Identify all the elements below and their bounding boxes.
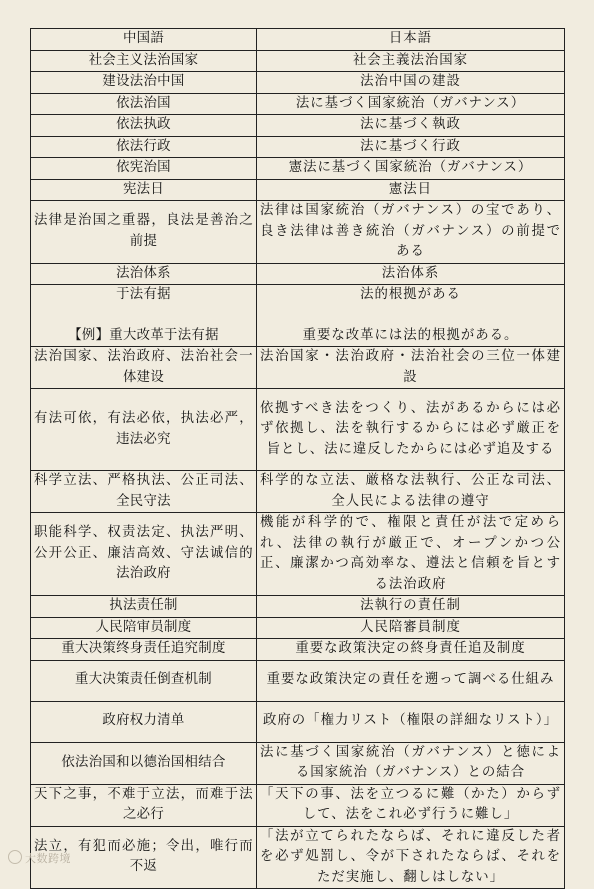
term-chinese: 建设法治中国 — [31, 72, 257, 94]
term-chinese: 法治国家、法治政府、法治社会一体建设 — [31, 347, 257, 389]
table-row — [31, 660, 565, 701]
term-chinese: 人民陪审员制度 — [31, 617, 257, 639]
term-chinese: 天下之事，不难于立法，而难于法之必行 — [31, 784, 257, 826]
term-chinese: 依法治国 — [31, 93, 257, 115]
term-japanese-with-example — [257, 285, 565, 347]
term-japanese: 重要な政策決定の責任を遡って調べる仕組み — [257, 660, 565, 701]
glossary-table — [30, 28, 565, 889]
term-chinese: 社会主义法治国家 — [31, 50, 257, 72]
table-row — [31, 784, 565, 826]
term-japanese: 「天下の事、法を立つるに難（かた）からずして、法をこれ必ず行うに難し」 — [257, 784, 565, 826]
term-japanese: 法執行の責任制 — [257, 596, 565, 618]
table-row — [31, 471, 565, 513]
table-row — [31, 742, 565, 784]
term-chinese: 依法治国和以德治国相结合 — [31, 742, 257, 784]
term-japanese: 重要な政策決定の終身責任追及制度 — [257, 639, 565, 661]
table-row — [31, 93, 565, 115]
term-japanese: 法に基づく国家統治（ガバナンス） — [257, 93, 565, 115]
term-japanese: 法律は国家統治（ガバナンス）の宝であり、良き法律は善き統治（ガバナンス）の前提である — [257, 201, 565, 264]
term-chinese: 科学立法、严格执法、公正司法、全民守法 — [31, 471, 257, 513]
table-row — [31, 50, 565, 72]
term-japanese: 法に基づく行政 — [257, 136, 565, 158]
term-chinese: 法律是治国之重器，良法是善治之前提 — [31, 201, 257, 264]
term-japanese: 法に基づく執政 — [257, 115, 565, 137]
term-chinese: 法立，有犯而必施；令出，唯行而不返 — [31, 826, 257, 889]
header-japanese: 日本語 — [257, 29, 565, 51]
term-japanese: 法治国家・法治政府・法治社会の三位一体建設 — [257, 347, 565, 389]
table-row — [31, 639, 565, 661]
term-japanese: 法に基づく国家統治（ガバナンス）と徳による国家統治（ガバナンス）との結合 — [257, 742, 565, 784]
term-chinese: 有法可依，有法必依，执法必严，违法必究 — [31, 389, 257, 471]
term-chinese: 执法责任制 — [31, 596, 257, 618]
table-row — [31, 826, 565, 889]
term-chinese: 依法执政 — [31, 115, 257, 137]
term-chinese: 依法行政 — [31, 136, 257, 158]
table-row — [31, 513, 565, 596]
term-chinese: 法治体系 — [31, 263, 257, 285]
term-japanese: 法治中国の建設 — [257, 72, 565, 94]
watermark — [8, 850, 71, 866]
term-japanese: 社会主義法治国家 — [257, 50, 565, 72]
term-chinese-with-example — [31, 285, 257, 347]
header-chinese: 中国語 — [31, 29, 257, 51]
table-row — [31, 263, 565, 285]
term-japanese: 依拠すべき法をつくり、法があるからには必ず依拠し、法を執行するからには必ず厳正を旨とし、法に違反したからには必ず追及する — [257, 389, 565, 471]
term-chinese: 宪法日 — [31, 179, 257, 201]
example-japanese: 重要な改革には法的根拠がある。 — [302, 327, 519, 343]
watermark-logo-icon — [8, 850, 22, 864]
term-japanese: 法治体系 — [257, 263, 565, 285]
term-chinese: 政府权力清单 — [31, 701, 257, 742]
term-japanese: 科学的な立法、厳格な法執行、公正な司法、全人民による法律の遵守 — [257, 471, 565, 513]
table-row — [31, 389, 565, 471]
table-row — [31, 701, 565, 742]
table-row — [31, 72, 565, 94]
term-chinese: 重大决策责任倒查机制 — [31, 660, 257, 701]
table-row — [31, 179, 565, 201]
term-japanese: 憲法に基づく国家統治（ガバナンス） — [257, 158, 565, 180]
term-japanese: 法的根拠がある — [360, 287, 461, 302]
term-chinese: 重大决策终身责任追究制度 — [31, 639, 257, 661]
table-row — [31, 136, 565, 158]
example-chinese: 【例】重大改革于法有据 — [68, 327, 219, 343]
table-row — [31, 347, 565, 389]
term-chinese: 依宪治国 — [31, 158, 257, 180]
term-chinese: 职能科学、权责法定、执法严明、公开公正、廉洁高效、守法诚信的法治政府 — [31, 513, 257, 596]
table-row — [31, 285, 565, 347]
header-row — [31, 29, 565, 51]
table-row — [31, 115, 565, 137]
term-chinese: 于法有据 — [116, 287, 171, 302]
watermark-text: 大数跨境 — [25, 852, 71, 865]
glossary-table-container — [30, 28, 564, 889]
table-row — [31, 158, 565, 180]
term-japanese: 機能が科学的で、権限と責任が法で定められ、法律の執行が厳正で、オープンかつ公正、廉潔かつ高効率な、遵法と信頼を旨とする法治政府 — [257, 513, 565, 596]
term-japanese: 政府の「権力リスト（権限の詳細なリスト）」 — [257, 701, 565, 742]
term-japanese: 人民陪審員制度 — [257, 617, 565, 639]
term-japanese: 憲法日 — [257, 179, 565, 201]
table-row — [31, 617, 565, 639]
table-row — [31, 201, 565, 264]
term-japanese: 「法が立てられたならば、それに違反した者を必ず処罰し、令が下されたならば、それをただ実施し、翻しはしない」 — [257, 826, 565, 889]
table-row — [31, 596, 565, 618]
